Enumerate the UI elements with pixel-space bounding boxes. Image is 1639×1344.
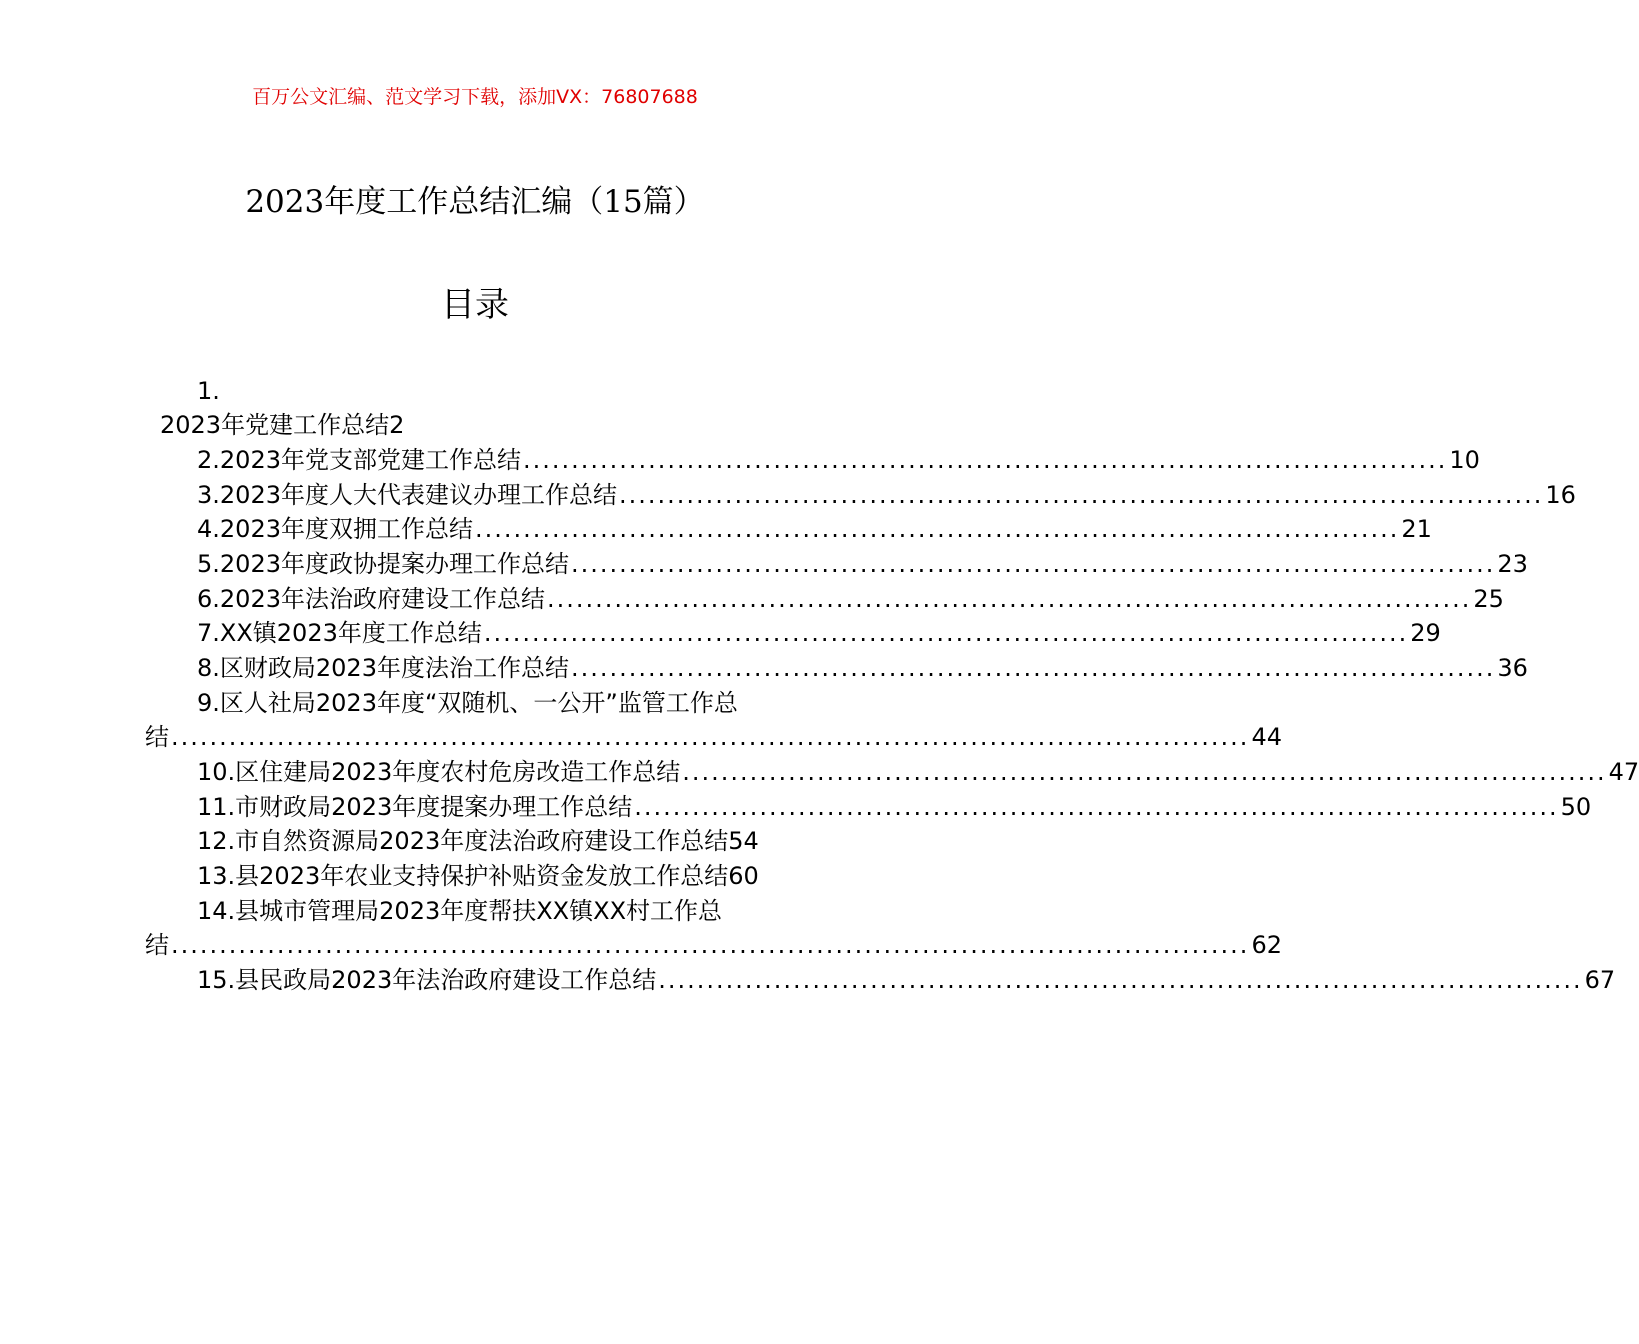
toc-item-text: 结 — [145, 931, 169, 959]
toc-item-text: 13.县2023年农业支持保护补贴资金发放工作总结60 — [197, 862, 759, 890]
toc-item-text: 结 — [145, 723, 169, 751]
toc-heading: 目录 — [441, 285, 509, 325]
toc-leader: ................................................................................................ — [570, 550, 1496, 578]
toc-item-text: 7.XX镇2023年度工作总结 — [197, 619, 482, 647]
toc-page-number: 10 — [1449, 446, 1480, 474]
toc-item-1-number[interactable] — [197, 374, 220, 408]
download-banner: 百万公文汇编、范文学习下载，添加VX：76807688 — [252, 86, 698, 108]
toc-page-number: 29 — [1410, 619, 1441, 647]
toc-item-number: 1. — [197, 377, 220, 405]
toc-page-number: 62 — [1251, 931, 1282, 959]
toc-page-number: 25 — [1473, 585, 1504, 613]
toc-page-number: 67 — [1584, 966, 1616, 994]
toc-leader: ................................................................................................ — [634, 793, 1559, 821]
toc-leader: ................................................................................................ — [522, 446, 1448, 474]
toc-page-number: 16 — [1545, 481, 1576, 509]
toc-item[interactable] — [197, 790, 1592, 824]
toc-page-number: 36 — [1497, 654, 1528, 682]
toc-item-15[interactable] — [197, 963, 1616, 997]
toc-item-text: 6.2023年法治政府建设工作总结 — [197, 585, 545, 613]
toc-item-text: 9.区人社局2023年度“双随机、一公开”监管工作总 — [197, 689, 738, 717]
toc-item[interactable] — [197, 616, 1441, 650]
toc-item-1[interactable] — [160, 408, 404, 442]
toc-item-text: 4.2023年度双拥工作总结 — [197, 515, 473, 543]
toc-leader: ................................................................................................................ — [171, 931, 1250, 959]
toc-leader: ................................................................................................ — [474, 515, 1400, 543]
toc-leader: ................................................................................................ — [546, 585, 1472, 613]
toc-item-text: 3.2023年度人大代表建议办理工作总结 — [197, 481, 617, 509]
toc-item-text: 2.2023年党支部党建工作总结 — [197, 446, 521, 474]
toc-item-14-continued[interactable] — [145, 928, 1282, 962]
document-title: 2023年度工作总结汇编（15篇） — [245, 184, 705, 220]
toc-item[interactable] — [197, 478, 1576, 512]
toc-page-number: 23 — [1497, 550, 1528, 578]
toc-item-9-continued[interactable] — [145, 720, 1282, 754]
toc-item-14[interactable] — [197, 894, 805, 928]
toc-item-text: 2023年党建工作总结2 — [160, 411, 405, 439]
toc-item-text: 5.2023年度政协提案办理工作总结 — [197, 550, 569, 578]
toc-item[interactable] — [197, 651, 1528, 685]
toc-item[interactable] — [197, 582, 1504, 616]
toc-page-number: 44 — [1251, 723, 1282, 751]
toc-item[interactable] — [197, 755, 1639, 789]
toc-leader: ................................................................................................................ — [171, 723, 1250, 751]
toc-leader: ................................................................................................ — [682, 758, 1607, 786]
toc-page-number: 21 — [1401, 515, 1432, 543]
toc-item-text: 15.县民政局2023年法治政府建设工作总结 — [197, 966, 657, 994]
toc-item-text: 14.县城市管理局2023年度帮扶XX镇XX村工作总 — [197, 897, 723, 925]
toc-leader: ................................................................................................ — [658, 966, 1583, 994]
toc-leader: ................................................................................................ — [618, 481, 1544, 509]
toc-item-text: 12.市自然资源局2023年度法治政府建设工作总结54 — [197, 827, 759, 855]
toc-item-9[interactable] — [197, 686, 805, 720]
toc-leader: ................................................................................................ — [570, 654, 1496, 682]
toc-item[interactable] — [197, 512, 1432, 546]
toc-item-12[interactable] — [197, 824, 759, 858]
toc-item-text: 10.区住建局2023年度农村危房改造工作总结 — [197, 758, 681, 786]
toc-item-text: 11.市财政局2023年度提案办理工作总结 — [197, 793, 633, 821]
toc-leader: ................................................................................................ — [483, 619, 1409, 647]
toc-item[interactable] — [197, 443, 1480, 477]
toc-page-number: 50 — [1560, 793, 1592, 821]
toc-item[interactable] — [197, 547, 1528, 581]
toc-item-13[interactable] — [197, 859, 759, 893]
toc-page-number: 47 — [1608, 758, 1639, 786]
toc-item-text: 8.区财政局2023年度法治工作总结 — [197, 654, 569, 682]
